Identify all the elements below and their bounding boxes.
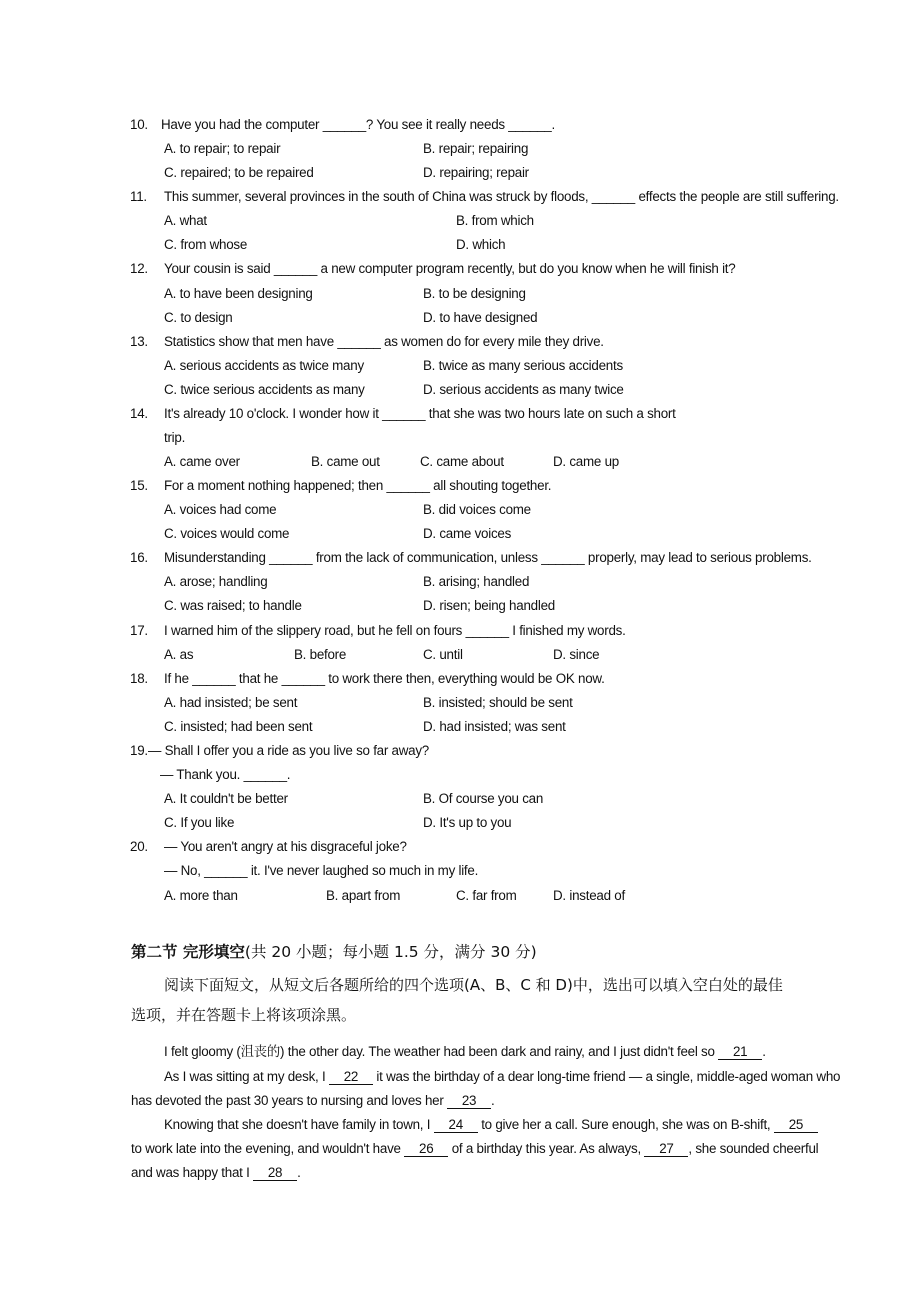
option-d: D. risen; being handled <box>423 598 555 613</box>
question-number: 14. <box>130 406 148 421</box>
passage-text: . <box>762 1044 766 1059</box>
option-c: C. came about <box>420 454 504 469</box>
question-stem-continued: — Thank you. ______. <box>160 767 291 782</box>
option-a: A. to repair; to repair <box>164 141 281 156</box>
option-a: A. had insisted; be sent <box>164 695 298 710</box>
blank-27: 27 <box>644 1141 688 1157</box>
option-d: D. to have designed <box>423 310 538 325</box>
blank-21: 21 <box>718 1044 762 1060</box>
question-number: 19. <box>130 743 148 758</box>
question-number: 11. <box>130 189 147 204</box>
option-a: A. serious accidents as twice many <box>164 358 364 373</box>
passage-text: to work late into the evening, and wouldn't have <box>131 1141 401 1156</box>
option-d: D. serious accidents as many twice <box>423 382 624 397</box>
passage-text: . <box>297 1165 301 1180</box>
option-c: C. to design <box>164 310 233 325</box>
option-d: D. came up <box>553 454 619 469</box>
option-d: D. instead of <box>553 888 625 903</box>
option-b: B. did voices come <box>423 502 531 517</box>
option-c: C. from whose <box>164 237 248 252</box>
question-stem: Have you had the computer ______? You see it really needs ______. <box>161 117 555 132</box>
blank-24: 24 <box>434 1117 478 1133</box>
question-stem-continued: — No, ______ it. I've never laughed so much in my life. <box>164 863 479 878</box>
option-c: C. voices would come <box>164 526 290 541</box>
passage-text: . <box>491 1093 495 1108</box>
option-a: A. It couldn't be better <box>164 791 288 806</box>
question-stem: I warned him of the slippery road, but he fell on fours ______ I finished my words. <box>164 623 626 638</box>
question-number: 16. <box>130 550 148 565</box>
passage-text: , she sounded cheerful <box>688 1141 819 1156</box>
option-d: D. which <box>456 237 506 252</box>
question-stem: Misunderstanding ______ from the lack of communication, unless ______ properly, may lead to serious problems. <box>164 550 812 565</box>
option-b: B. before <box>294 647 347 662</box>
blank-22: 22 <box>329 1069 373 1085</box>
passage-line-5 <box>131 1140 818 1158</box>
option-d: D. had insisted; was sent <box>423 719 566 734</box>
passage-text: I felt gloomy (沮丧的) the other day. The weather had been dark and rainy, and I just didn't feel so <box>164 1044 715 1059</box>
option-a: A. what <box>164 213 207 228</box>
passage-line-1 <box>164 1043 766 1061</box>
passage-line-6 <box>131 1164 301 1182</box>
option-b: B. arising; handled <box>423 574 530 589</box>
blank-28: 28 <box>253 1165 297 1181</box>
passage-text: of a birthday this year. As always, <box>451 1141 641 1156</box>
option-c: C. repaired; to be repaired <box>164 165 314 180</box>
option-a: A. to have been designing <box>164 286 313 301</box>
option-c: C. far from <box>456 888 517 903</box>
passage-line-3 <box>131 1092 495 1110</box>
question-stem: — Shall I offer you a ride as you live so far away? <box>148 743 430 758</box>
question-stem: If he ______ that he ______ to work there then, everything would be OK now. <box>164 671 605 686</box>
option-a: A. voices had come <box>164 502 277 517</box>
option-d: D. repairing; repair <box>423 165 529 180</box>
question-stem: It's already 10 o'clock. I wonder how it ______ that she was two hours late on such a short <box>164 406 676 421</box>
option-b: B. came out <box>311 454 380 469</box>
option-b: B. Of course you can <box>423 791 544 806</box>
question-stem: For a moment nothing happened; then ______ all shouting together. <box>164 478 552 493</box>
question-number: 12. <box>130 261 148 276</box>
option-a: A. as <box>164 647 194 662</box>
option-b: B. insisted; should be sent <box>423 695 573 710</box>
question-stem: This summer, several provinces in the south of China was struck by floods, ______ effects the people are still suffering. <box>164 189 839 204</box>
option-b: B. apart from <box>326 888 401 903</box>
option-b: B. repair; repairing <box>423 141 529 156</box>
question-number: 20. <box>130 839 148 854</box>
option-d: D. It's up to you <box>423 815 512 830</box>
option-b: B. twice as many serious accidents <box>423 358 623 373</box>
question-number: 10. <box>130 117 148 132</box>
option-c: C. was raised; to handle <box>164 598 302 613</box>
option-d: D. came voices <box>423 526 512 541</box>
blank-23: 23 <box>447 1093 491 1109</box>
passage-line-2 <box>164 1068 840 1086</box>
section-heading-bold: 第二节 完形填空 <box>131 943 245 961</box>
section-instruction: 阅读下面短文，从短文后各题所给的四个选项(A、B、C 和 D)中，选出可以填入空白处的最佳选项，并在答题卡上将该项涂黑。 <box>131 976 783 1024</box>
option-c: C. If you like <box>164 815 235 830</box>
question-stem: Statistics show that men have ______ as women do for every mile they drive. <box>164 334 604 349</box>
option-c: C. twice serious accidents as many <box>164 382 365 397</box>
question-number: 18. <box>130 671 148 686</box>
passage-text: to give her a call. Sure enough, she was on B-shift, <box>481 1117 771 1132</box>
question-number: 13. <box>130 334 148 349</box>
option-b: B. from which <box>456 213 534 228</box>
question-number: 15. <box>130 478 148 493</box>
option-d: D. since <box>553 647 600 662</box>
question-number: 17. <box>130 623 148 638</box>
blank-26: 26 <box>404 1141 448 1157</box>
question-stem: Your cousin is said ______ a new computer program recently, but do you know when he will finish it? <box>164 261 736 276</box>
option-a: A. came over <box>164 454 240 469</box>
question-stem: — You aren't angry at his disgraceful joke? <box>164 839 407 854</box>
passage-text: and was happy that I <box>131 1165 250 1180</box>
option-a: A. arose; handling <box>164 574 268 589</box>
passage-line-4 <box>164 1116 818 1134</box>
passage-text: has devoted the past 30 years to nursing and loves her <box>131 1093 444 1108</box>
section-heading <box>131 940 537 962</box>
blank-25: 25 <box>774 1117 818 1133</box>
passage-text: it was the birthday of a dear long-time friend — a single, middle-aged woman who <box>376 1069 841 1084</box>
section-heading-detail: (共 20 小题；每小题 1.5 分，满分 30 分) <box>244 943 537 961</box>
option-c: C. insisted; had been sent <box>164 719 313 734</box>
option-c: C. until <box>423 647 463 662</box>
option-b: B. to be designing <box>423 286 526 301</box>
question-stem-continued: trip. <box>164 430 186 445</box>
passage-text: As I was sitting at my desk, I <box>164 1069 326 1084</box>
passage-text: Knowing that she doesn't have family in town, I <box>164 1117 431 1132</box>
option-a: A. more than <box>164 888 238 903</box>
